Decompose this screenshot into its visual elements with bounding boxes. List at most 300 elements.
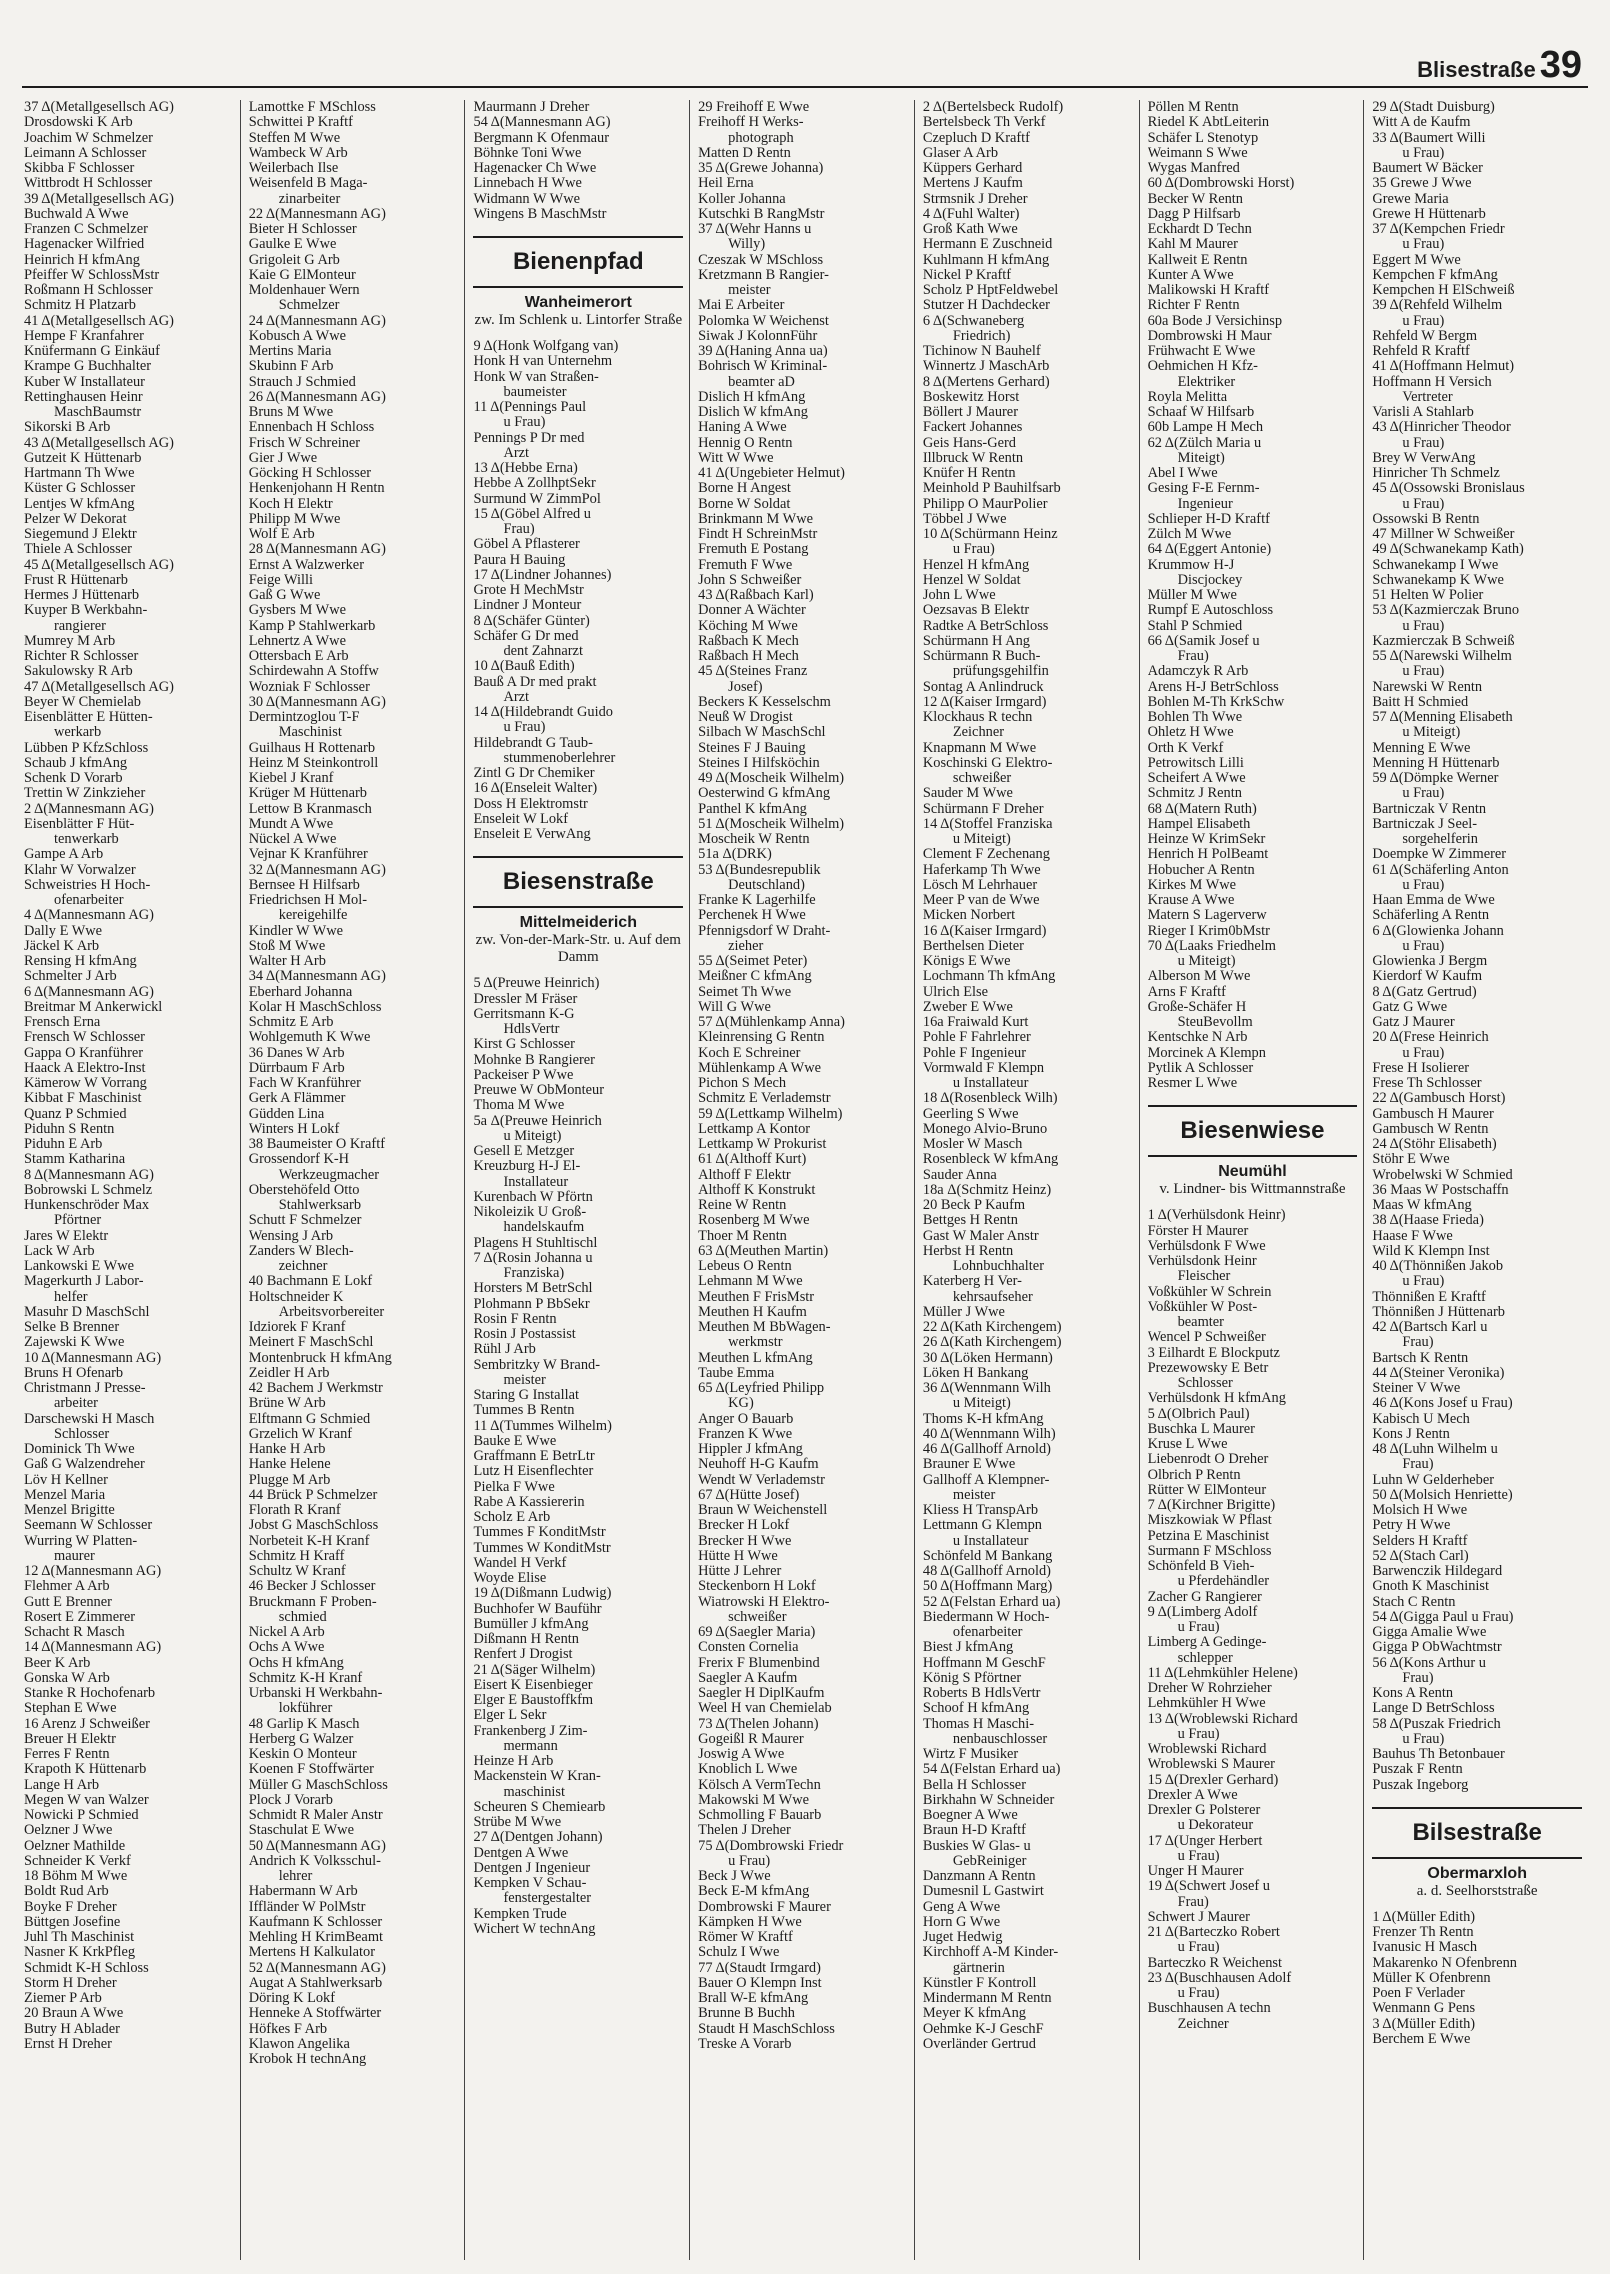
house-entry: 47 Δ(Metallgesellsch AG) — [24, 679, 174, 695]
resident-entry: Lettkamp A Kontor — [698, 1121, 811, 1137]
resident-entry: Frese H Isolierer — [1372, 1060, 1470, 1076]
entry-continuation: u Frau) — [1402, 145, 1445, 161]
resident-entry: Eckhardt D Techn — [1147, 222, 1252, 237]
house-entry: 51 Δ(Moscheik Wilhelm) — [698, 816, 845, 832]
resident-entry: Ernst H Dreher — [24, 2036, 112, 2052]
resident-entry: Borne H Angest — [698, 481, 791, 497]
resident-entry: Kaie G ElMonteur — [248, 267, 356, 283]
resident-entry: Küster G Schlosser — [24, 481, 136, 497]
entry-continuation: werkmstr — [728, 1335, 783, 1351]
resident-entry: Herbst H Rentn — [922, 1243, 1014, 1259]
resident-entry: Weisenfeld B Maga- — [248, 176, 368, 192]
entry-continuation: u Dekorateur — [1177, 1818, 1254, 1834]
resident-entry: Hartmann Th Wwe — [24, 466, 135, 481]
resident-entry: Klawon Angelika — [248, 2036, 350, 2052]
entry-continuation: u Miteigt) — [1402, 725, 1461, 741]
house-entry: 61 Δ(Althoff Kurt) — [698, 1152, 807, 1168]
house-entry: 8 Δ(Mertens Gerhard) — [922, 374, 1050, 390]
resident-entry: Förster H Maurer — [1147, 1223, 1249, 1239]
resident-entry: Barteczko R Weichenst — [1147, 1955, 1283, 1971]
entry-continuation: u Frau) — [503, 415, 546, 431]
resident-entry: Doss H Elektromstr — [473, 796, 588, 812]
resident-entry: Pohle F Fahrlehrer — [922, 1030, 1031, 1046]
resident-entry: Hermann E Zuschneid — [922, 237, 1053, 253]
resident-entry: Thoms K-H kfmAng — [922, 1411, 1044, 1427]
resident-entry: Kazmierczak B Schweiß — [1372, 633, 1515, 649]
house-entry: 49 Δ(Schwanekamp Kath) — [1372, 542, 1524, 558]
house-entry: 3 Eilhardt E Blockputz — [1147, 1345, 1280, 1361]
entry-continuation: mermann — [503, 1738, 558, 1754]
resident-entry: John S Schweißer — [698, 572, 802, 588]
house-entry: 48 Δ(Gallhoff Arnold) — [922, 1564, 1051, 1579]
entry-continuation: dent Zahnarzt — [503, 644, 583, 659]
house-entry: 19 Δ(Dißmann Ludwig) — [473, 1586, 612, 1602]
resident-entry: Kirchhoff A-M Kinder- — [922, 1945, 1059, 1961]
resident-entry: Wittbrodt H Schlosser — [24, 176, 153, 192]
resident-entry: Riedel K AbtLeiterin — [1147, 115, 1270, 131]
resident-entry: Voßkühler W Post- — [1147, 1299, 1258, 1315]
resident-entry: Tummes W KonditMstr — [473, 1540, 611, 1556]
resident-entry: Scheifert A Wwe — [1147, 771, 1246, 786]
resident-entry: Malikowski H Kraftf — [1147, 283, 1270, 298]
entry-continuation: maurer — [54, 1548, 95, 1564]
resident-entry: Winnertz J MaschArb — [922, 359, 1050, 375]
house-entry: 8 Δ(Gatz Gertrud) — [1372, 984, 1477, 1000]
resident-entry: Findt H SchreinMstr — [698, 527, 818, 542]
house-entry: 41 Δ(Metallgesellsch AG) — [24, 313, 174, 329]
resident-entry: Große-Schäfer H — [1147, 999, 1247, 1015]
resident-entry: Schaub J kfmAng — [24, 755, 128, 771]
resident-entry: Brüne W Arb — [248, 1396, 326, 1412]
resident-entry: Gatz G Wwe — [1372, 999, 1448, 1015]
resident-entry: Kunter A Wwe — [1147, 267, 1234, 283]
resident-entry: Rehfeld W Bergm — [1372, 328, 1478, 344]
street-heading: Bilsestraße — [1372, 1807, 1582, 1859]
resident-entry: Franzen C Schmelzer — [24, 222, 148, 237]
resident-entry: Rettinghausen Heinr — [24, 389, 143, 405]
resident-entry: Wrobelwski W Schmied — [1372, 1167, 1513, 1183]
resident-entry: Richter R Schlosser — [24, 649, 139, 664]
resident-entry: Beck E-M kfmAng — [698, 1884, 810, 1900]
resident-entry: Doempke W Zimmerer — [1372, 847, 1507, 863]
resident-entry: Schmitz K-H Kranf — [248, 1670, 363, 1686]
resident-entry: Meuthen H Kaufm — [698, 1304, 807, 1320]
resident-entry: Rosenbleck W kfmAng — [922, 1152, 1059, 1168]
resident-entry: Perchenek H Wwe — [698, 908, 806, 924]
resident-entry: Staschulat E Wwe — [248, 1823, 354, 1839]
resident-entry: Kirst G Schlosser — [473, 1037, 575, 1053]
resident-entry: Matern S Lagerverw — [1147, 908, 1267, 924]
resident-entry: Henzel W Soldat — [922, 572, 1021, 588]
resident-entry: Luhn W Gelderheber — [1372, 1472, 1495, 1488]
resident-entry: Eisenblätter F Hüt- — [24, 816, 135, 832]
resident-entry: Adamczyk R Arb — [1147, 664, 1249, 680]
resident-entry: Buchwald A Wwe — [24, 206, 129, 222]
resident-entry: Gesing F-E Fernm- — [1147, 481, 1260, 497]
resident-entry: Hermes J Hüttenarb — [24, 588, 140, 603]
entry-continuation: u Frau) — [503, 720, 546, 736]
house-entry: 19 Δ(Schwert Josef u — [1147, 1879, 1270, 1895]
resident-entry: Dürrbaum F Arb — [248, 1060, 345, 1076]
entry-continuation: Schmelzer — [278, 298, 340, 314]
resident-entry: Gysbers M Wwe — [248, 603, 346, 619]
resident-entry: Darschewski H Masch — [24, 1411, 155, 1427]
resident-entry: Hagenacker Wilfried — [24, 237, 145, 253]
resident-entry: Eisenblätter E Hütten- — [24, 710, 153, 725]
resident-entry: Gappa O Kranführer — [24, 1045, 144, 1061]
resident-entry: Lettmann G Klempn — [922, 1518, 1042, 1534]
resident-entry: Elger E Baustoffkfm — [473, 1693, 594, 1708]
entry-continuation: baumeister — [503, 384, 567, 400]
resident-entry: Beyer W Chemielab — [24, 694, 141, 710]
resident-entry: Fackert Johannes — [922, 420, 1023, 436]
entry-continuation: Franziska) — [503, 1266, 565, 1281]
resident-entry: Lebeus O Rentn — [698, 1259, 792, 1274]
resident-entry: Polomka W Weichenst — [698, 313, 829, 329]
resident-entry: Heil Erna — [698, 176, 754, 192]
house-entry: 48 Garlip K Masch — [248, 1716, 360, 1732]
resident-entry: Surmund W ZimmPol — [473, 491, 601, 507]
resident-entry: Büttgen Josefine — [24, 1914, 121, 1930]
entry-continuation: Arzt — [503, 445, 530, 461]
resident-entry: Kempchen F kfmAng — [1372, 267, 1498, 283]
house-entry: 42 Bachem J Werkmstr — [248, 1381, 383, 1396]
resident-entry: Hunkenschröder Max — [24, 1198, 150, 1213]
resident-entry: Skibba F Schlosser — [24, 161, 135, 176]
resident-entry: Braun H-D Kraftf — [922, 1823, 1026, 1839]
resident-entry: Koch H Elektr — [248, 496, 333, 512]
resident-entry: Skubinn F Arb — [248, 359, 334, 375]
resident-entry: Schürmann R Buch- — [922, 649, 1041, 664]
resident-entry: Raßbach K Mech — [698, 633, 799, 649]
entry-continuation: Maschinist — [278, 725, 342, 741]
resident-entry: Staudt H MaschSchloss — [698, 2021, 835, 2037]
entry-continuation: Zeichner — [952, 725, 1005, 741]
resident-entry: Boegner A Wwe — [922, 1808, 1018, 1823]
resident-entry: Montenbruck H kfmAng — [248, 1350, 392, 1366]
house-entry: 39 Δ(Haning Anna ua) — [698, 344, 828, 359]
resident-entry: Dagg P Hilfsarb — [1147, 206, 1241, 222]
house-entry: 41 Δ(Ungebieter Helmut) — [698, 466, 845, 481]
resident-entry: Wichert W technAng — [473, 1921, 596, 1937]
resident-entry: Tummes B Rentn — [473, 1403, 575, 1419]
resident-entry: Künstler F Kontroll — [922, 1975, 1037, 1991]
resident-entry: Meißner C kfmAng — [698, 969, 812, 985]
resident-entry: Höfkes F Arb — [248, 2021, 328, 2037]
resident-entry: Althoff F Elektr — [698, 1167, 791, 1183]
resident-entry: Schürmann F Dreher — [922, 801, 1044, 817]
resident-entry: Plagens H Stuhltischl — [473, 1235, 598, 1251]
resident-entry: Schmitz E Arb — [248, 1015, 334, 1030]
resident-entry: Gier J Wwe — [248, 450, 318, 466]
resident-entry: Sauder M Wwe — [922, 786, 1013, 802]
resident-entry: Groß Kath Wwe — [922, 222, 1018, 237]
house-entry: 34 Δ(Mannesmann AG) — [248, 969, 386, 985]
resident-entry: Bauke E Wwe — [473, 1433, 557, 1449]
resident-entry: Elftmann G Schmied — [248, 1411, 371, 1427]
entry-continuation: meister — [952, 1487, 996, 1503]
resident-entry: Joachim W Schmelzer — [24, 130, 153, 146]
entry-continuation: zeichner — [278, 1259, 328, 1274]
house-entry: 52 Δ(Mannesmann AG) — [248, 1960, 386, 1976]
resident-entry: Schaaf W Hilfsarb — [1147, 405, 1255, 420]
resident-entry: Wolf E Arb — [248, 527, 315, 542]
resident-entry: Mehling H KrimBeamt — [248, 1930, 384, 1945]
house-entry: 37 Δ(Kempchen Friedr — [1372, 222, 1505, 237]
house-entry: 14 Δ(Hildebrandt Guido — [473, 705, 613, 720]
resident-entry: König S Pförtner — [922, 1670, 1022, 1686]
resident-entry: Brauner E Wwe — [922, 1457, 1016, 1473]
resident-entry: Knapmann M Wwe — [922, 740, 1037, 756]
resident-entry: Unger H Maurer — [1147, 1864, 1244, 1879]
resident-entry: Drexler G Polsterer — [1147, 1803, 1261, 1818]
resident-entry: Micken Norbert — [922, 908, 1016, 924]
entry-continuation: u Frau) — [1402, 237, 1445, 253]
resident-entry: Klockhaus R techn — [922, 710, 1033, 725]
resident-entry: Silbach W MaschSchl — [698, 725, 826, 741]
resident-entry: Franzen K Wwe — [698, 1426, 793, 1442]
resident-entry: Henzel H kfmAng — [922, 557, 1030, 573]
entry-continuation: fenstergestalter — [503, 1891, 592, 1907]
resident-entry: Enseleit E VerwAng — [473, 827, 591, 842]
resident-entry: Schultz W Kranf — [248, 1564, 346, 1579]
resident-entry: Menning H Hüttenarb — [1372, 755, 1500, 771]
entry-continuation: Deutschland) — [728, 877, 805, 893]
house-entry: 73 Δ(Thelen Johann) — [698, 1716, 819, 1732]
house-entry: 2 Δ(Bertelsbeck Rudolf) — [922, 100, 1064, 115]
resident-entry: Haase F Wwe — [1372, 1228, 1453, 1244]
house-entry: 42 Δ(Bartsch Karl u — [1372, 1320, 1488, 1335]
resident-entry: Nikoleizik U Groß- — [473, 1205, 587, 1220]
resident-entry: Norbeteit K-H Kranf — [248, 1533, 370, 1549]
entry-continuation: ofenarbeiter — [952, 1625, 1023, 1640]
resident-entry: Bumüller J kfmAng — [473, 1616, 589, 1632]
resident-entry: Kölsch A VermTechn — [698, 1777, 821, 1793]
resident-entry: Wingens B MaschMstr — [473, 206, 607, 222]
resident-entry: Schenk D Vorarb — [24, 771, 123, 786]
entry-continuation: u Frau) — [1177, 1848, 1220, 1864]
resident-entry: Lange D BetrSchloss — [1372, 1701, 1495, 1717]
resident-entry: Stahl P Schmied — [1147, 618, 1243, 634]
header-rule — [22, 86, 1588, 88]
house-entry: 16 Δ(Kaiser Irmgard) — [922, 923, 1047, 939]
house-entry: 26 Δ(Mannesmann AG) — [248, 389, 386, 405]
resident-entry: Schutt F Schmelzer — [248, 1213, 362, 1229]
entry-continuation: SteuBevollm — [1177, 1015, 1253, 1030]
resident-entry: Bohrisch W Kriminal- — [698, 359, 828, 375]
resident-entry: Mindermann M Rentn — [922, 1991, 1052, 2006]
entry-continuation: sorgehelferin — [1402, 832, 1478, 847]
entry-continuation: u Pferdehändler — [1177, 1574, 1270, 1590]
resident-entry: Dißmann H Rentn — [473, 1632, 579, 1647]
entry-continuation: helfer — [54, 1289, 88, 1305]
resident-entry: Hempe F Kranfahrer — [24, 328, 144, 344]
resident-entry: Geis Hans-Gerd — [922, 435, 1016, 451]
resident-entry: Siwak J KolonnFühr — [698, 328, 818, 344]
resident-entry: Meuthen F FrisMstr — [698, 1289, 815, 1305]
house-entry: 21 Δ(Säger Wilhelm) — [473, 1662, 596, 1678]
resident-entry: Gonska W Arb — [24, 1670, 110, 1686]
resident-entry: Florath R Kranf — [248, 1503, 341, 1518]
resident-entry: Grote H MechMstr — [473, 583, 584, 598]
page-number: 39 — [1539, 44, 1582, 86]
resident-entry: Krampe G Buchhalter — [24, 359, 152, 375]
entry-continuation: rangierer — [54, 618, 106, 634]
house-entry: 47 Millner W Schweißer — [1372, 527, 1515, 542]
resident-entry: Zajewski K Wwe — [24, 1335, 125, 1351]
resident-entry: Haan Emma de Wwe — [1372, 893, 1495, 908]
house-entry: 15 Δ(Göbel Alfred u — [473, 506, 591, 522]
resident-entry: Varisli A Stahlarb — [1372, 405, 1474, 420]
house-entry: 52 Δ(Stach Carl) — [1372, 1548, 1469, 1564]
house-entry: 6 Δ(Mannesmann AG) — [24, 984, 154, 1000]
resident-entry: Treske A Vorarb — [698, 2036, 792, 2052]
resident-entry: Mertens J Kaufm — [922, 176, 1023, 192]
house-entry: 10 Δ(Schürmann Heinz — [922, 527, 1058, 542]
entry-continuation: u Frau) — [1402, 313, 1445, 329]
resident-entry: Quanz P Schmied — [24, 1106, 127, 1122]
resident-entry: Bernsee H Hilfsarb — [248, 877, 360, 893]
house-entry: 54 Δ(Felstan Erhard ua) — [922, 1762, 1061, 1778]
resident-entry: Ernst A Walzwerker — [248, 557, 364, 573]
house-entry: 5 Δ(Olbrich Paul) — [1147, 1406, 1250, 1422]
entry-continuation: Miteigt) — [1177, 450, 1225, 466]
resident-entry: Mundt A Wwe — [248, 816, 334, 832]
resident-entry: Schmidt R Maler Anstr — [248, 1808, 383, 1823]
resident-entry: Thiele A Schlosser — [24, 542, 132, 558]
resident-entry: Meuthen M BbWagen- — [698, 1320, 831, 1335]
resident-entry: Berchem E Wwe — [1372, 2031, 1471, 2047]
entry-continuation: u Frau) — [1402, 664, 1445, 680]
house-entry: 50 Δ(Molsich Henriette) — [1372, 1487, 1513, 1503]
entry-continuation: schweißer — [728, 1609, 787, 1625]
resident-entry: Wiatrowski H Elektro- — [698, 1594, 830, 1610]
resident-entry: Wroblewski S Maurer — [1147, 1757, 1275, 1773]
house-entry: 59 Δ(Lettkamp Wilhelm) — [698, 1106, 843, 1122]
resident-entry: Henkenjohann H Rentn — [248, 481, 385, 497]
resident-entry: Masuhr D MaschSchl — [24, 1304, 150, 1320]
resident-entry: Frust R Hüttenarb — [24, 572, 128, 588]
resident-entry: Makowski M Wwe — [698, 1792, 810, 1808]
house-entry: 12 Δ(Mannesmann AG) — [24, 1564, 162, 1579]
resident-entry: Lamottke F MSchloss — [248, 100, 376, 115]
resident-entry: Lettow B Kranmasch — [248, 801, 372, 817]
house-entry: 16 Δ(Enseleit Walter) — [473, 781, 598, 797]
house-entry: 39 Δ(Rehfeld Wilhelm — [1372, 298, 1503, 314]
resident-entry: Steiner V Wwe — [1372, 1381, 1461, 1396]
resident-entry: Friedrichsen H Mol- — [248, 893, 368, 908]
resident-entry: Olbrich P Rentn — [1147, 1467, 1241, 1483]
resident-entry: Hildebrandt G Taub- — [473, 735, 593, 751]
resident-entry: Schwittei P Kraftf — [248, 115, 353, 131]
resident-entry: Gutzeit K Hüttenarb — [24, 450, 142, 466]
resident-entry: John L Wwe — [922, 588, 996, 603]
house-entry: 22 Δ(Gambusch Horst) — [1372, 1091, 1506, 1107]
entry-continuation: MaschBaumstr — [54, 405, 142, 420]
entry-continuation: schweißer — [952, 771, 1012, 786]
entry-continuation: u Frau) — [1402, 1045, 1445, 1061]
resident-entry: Andrich K Volksschul- — [248, 1853, 381, 1869]
resident-entry: Poen F Verlader — [1372, 1986, 1465, 2001]
resident-entry: Frerix F Blumenbind — [698, 1655, 820, 1671]
resident-entry: Franke K Lagerhilfe — [698, 893, 816, 908]
house-entry: 55 Δ(Seimet Peter) — [698, 954, 808, 969]
street-range: v. Lindner- bis Wittmannstraße — [1159, 1181, 1346, 1198]
resident-entry: Kentschke N Arb — [1147, 1030, 1248, 1046]
resident-entry: Wensing J Arb — [248, 1228, 334, 1244]
house-entry: 43 Δ(Raßbach Karl) — [698, 588, 814, 603]
resident-entry: Vormwald F Klempn — [922, 1060, 1045, 1076]
resident-entry: Idziorek F Kranf — [248, 1320, 346, 1335]
resident-entry: Menning E Wwe — [1372, 740, 1471, 756]
resident-entry: Kierdorf W Kaufm — [1372, 969, 1483, 985]
resident-entry: Preuwe W ObMonteur — [473, 1083, 604, 1098]
resident-entry: Surmann F MSchloss — [1147, 1543, 1272, 1559]
resident-entry: Haning A Wwe — [698, 420, 787, 436]
resident-entry: Butry H Ablader — [24, 2021, 120, 2037]
entry-continuation: beamter aD — [728, 374, 795, 390]
house-entry: 9 Δ(Limberg Adolf — [1147, 1604, 1258, 1620]
resident-entry: Göcking H Schlosser — [248, 466, 372, 481]
resident-entry: Nowicki P Schmied — [24, 1808, 139, 1823]
resident-entry: Sauder Anna — [922, 1167, 997, 1183]
resident-entry: Lettkamp W Prokurist — [698, 1137, 827, 1152]
house-entry: 45 Δ(Metallgesellsch AG) — [24, 557, 174, 573]
resident-entry: Wygas Manfred — [1147, 161, 1240, 176]
resident-entry: Koschinski G Elektro- — [922, 755, 1053, 771]
resident-entry: Pohle F Ingenieur — [922, 1045, 1026, 1061]
resident-entry: Hinricher Th Schmelz — [1372, 466, 1500, 481]
entry-continuation: arbeiter — [54, 1396, 98, 1412]
house-entry: 36 Δ(Wennmann Wilh — [922, 1381, 1051, 1396]
resident-entry: Morcinek A Klempn — [1147, 1045, 1266, 1061]
entry-continuation: Werkzeugmacher — [278, 1167, 380, 1183]
resident-entry: Neuhoff H-G Kaufm — [698, 1457, 819, 1473]
resident-entry: Linnebach H Wwe — [473, 176, 582, 192]
resident-entry: Rosin F Rentn — [473, 1311, 557, 1327]
resident-entry: Jobst G MaschSchloss — [248, 1518, 379, 1534]
entry-continuation: photograph — [728, 130, 794, 146]
resident-entry: Gaulke E Wwe — [248, 237, 337, 253]
house-entry: 52 Δ(Felstan Erhard ua) — [922, 1594, 1061, 1610]
entry-continuation: Discjockey — [1177, 572, 1243, 588]
house-entry: 11 Δ(Tummes Wilhelm) — [473, 1418, 612, 1434]
house-entry: 20 Beck P Kaufm — [922, 1198, 1026, 1213]
house-entry: 1 Δ(Verhülsdonk Heinr) — [1147, 1208, 1286, 1224]
resident-entry: Beer K Arb — [24, 1655, 91, 1671]
entry-continuation: u Frau) — [1402, 877, 1445, 893]
resident-entry: Boyke F Dreher — [24, 1899, 117, 1915]
entry-continuation: meister — [503, 1372, 546, 1388]
house-entry: 57 Δ(Mühlenkamp Anna) — [698, 1015, 845, 1030]
resident-entry: Gaß G Wwe — [248, 588, 321, 603]
resident-entry: Glaser A Arb — [922, 145, 999, 161]
entry-continuation: u Frau) — [1402, 496, 1445, 512]
resident-entry: Woyde Elise — [473, 1571, 547, 1586]
house-entry: 3 Δ(Müller Edith) — [1372, 2016, 1476, 2032]
entry-continuation: kehrsaufseher — [952, 1289, 1033, 1305]
entry-continuation: Lohnbuchhalter — [952, 1259, 1044, 1274]
resident-entry: Heinrich H kfmAng — [24, 252, 140, 268]
resident-entry: Müller G MaschSchloss — [248, 1777, 388, 1793]
resident-entry: Hagenacker Ch Wwe — [473, 161, 597, 176]
resident-entry: Rosin J Postassist — [473, 1327, 576, 1342]
resident-entry: Grossendorf K-H — [248, 1152, 350, 1168]
resident-entry: Göbel A Pflasterer — [473, 537, 580, 553]
resident-entry: Dermintzoglou T-F — [248, 710, 360, 725]
house-entry: 18 Δ(Rosenbleck Wilh) — [922, 1091, 1058, 1107]
resident-entry: Lindner J Monteur — [473, 598, 582, 614]
